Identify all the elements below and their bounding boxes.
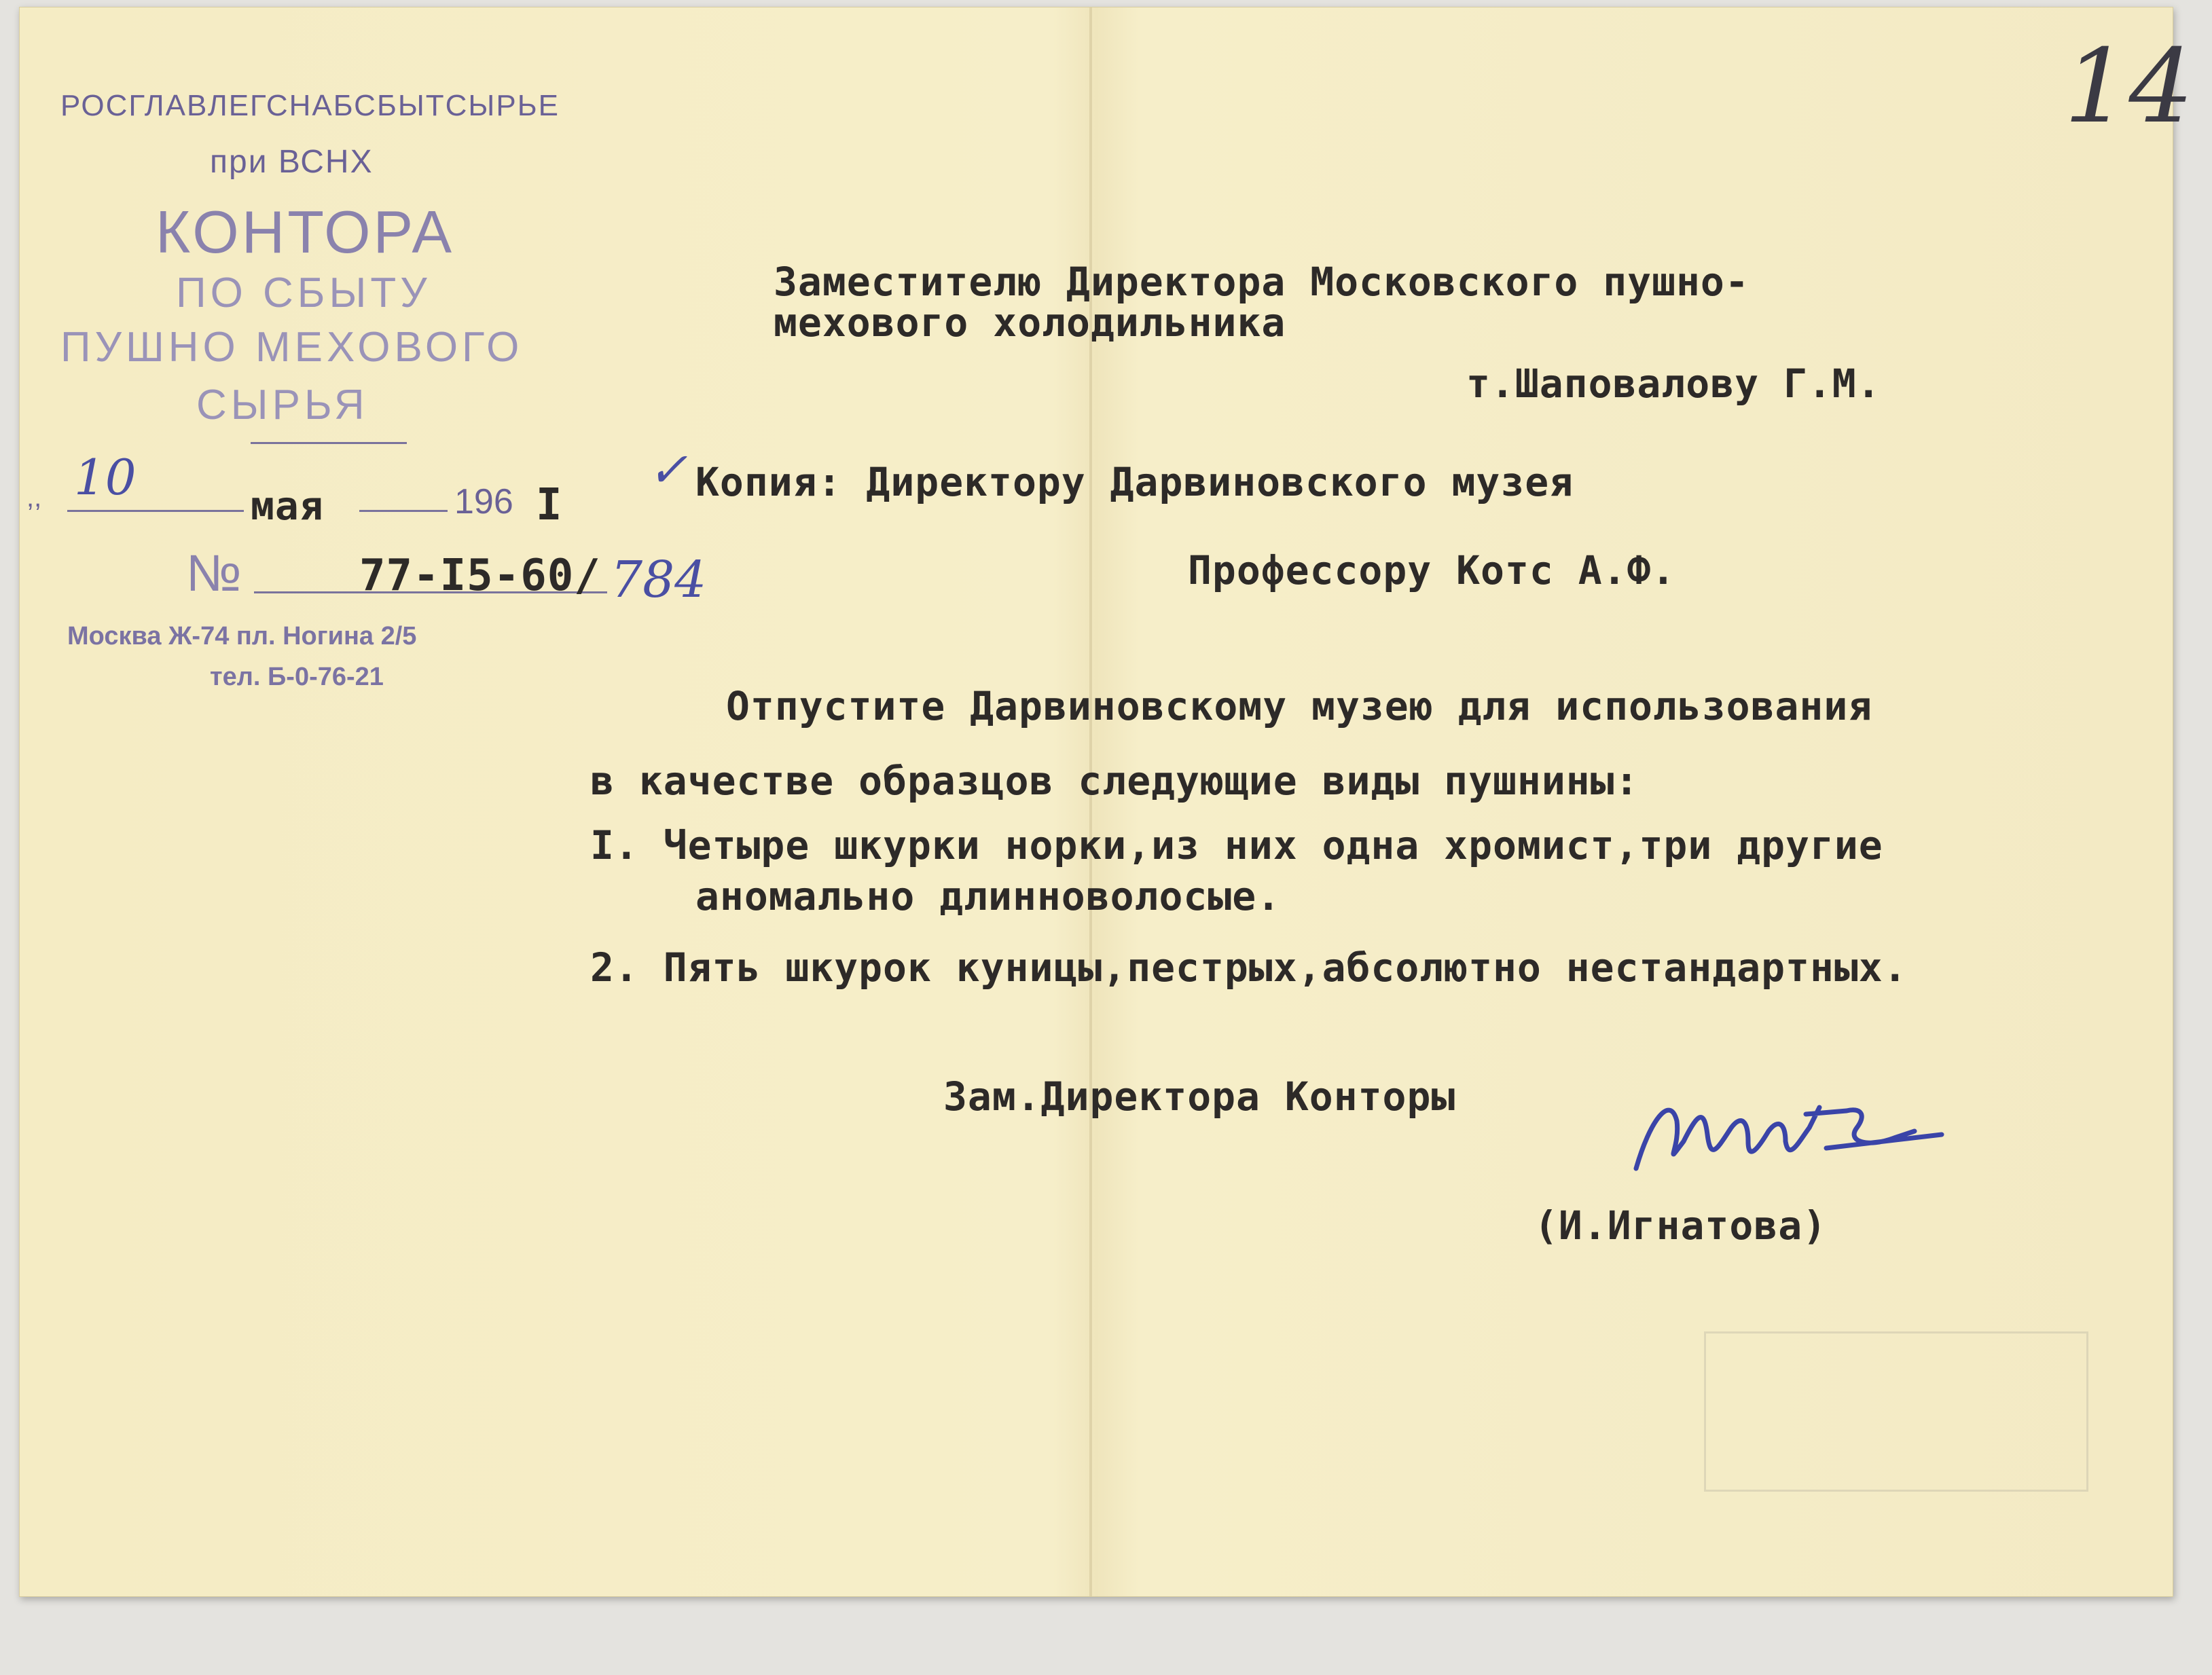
signature-title: Зам.Директора Конторы	[943, 1073, 1456, 1120]
addressee-name: т.Шаповалову Г.М.	[1466, 361, 1881, 407]
stamp-office: КОНТОРА	[156, 198, 455, 265]
list-item-1-line-1: I. Четыре шкурки норки,из них одна хромист,три другие	[590, 822, 1883, 868]
body-paragraph-line-1: Отпустите Дарвиновскому музею для использования	[726, 683, 1873, 729]
list-item-2: 2. Пять шкурок куницы,пестрых,абсолютно нестандартных.	[590, 944, 1908, 991]
stamp-org: РОСГЛАВЛЕГСНАБСБЫТСЫРЬЕ	[60, 89, 560, 122]
stamp-phone: тел. Б-0-76-21	[210, 663, 384, 691]
date-day-handwritten: 10	[74, 449, 137, 506]
addressee-line-2: мехового холодильника	[774, 299, 1286, 346]
date-year-prefix: 196	[454, 482, 513, 521]
stamp-under: при ВСНХ	[210, 144, 374, 180]
stamp-fur: ПУШНО МЕХОВОГО	[60, 324, 524, 371]
stamp-raw: СЫРЬЯ	[196, 382, 369, 428]
stamp-divider	[251, 442, 407, 444]
date-year-suffix: I	[536, 480, 563, 530]
document-sheet	[19, 7, 2194, 1597]
handwritten-signature	[1622, 1067, 1989, 1202]
stamp-address: Москва Ж-74 пл. Ногина 2/5	[67, 622, 417, 650]
check-mark: ✓	[648, 442, 688, 498]
outgoing-number: 77-I5-60/	[359, 551, 601, 601]
faded-archive-stamp	[1704, 1331, 2088, 1492]
outgoing-number-handwritten: 784	[611, 551, 707, 609]
copy-line-2: Профессору Котс А.Ф.	[1188, 547, 1676, 593]
date-month: мая	[251, 483, 324, 529]
list-item-1-line-2: аномально длинноволосые.	[695, 873, 1282, 919]
archive-page-number: 14	[2064, 28, 2194, 146]
body-paragraph-line-2: в качестве образцов следующие виды пушнины:	[590, 758, 1639, 804]
copy-line-1: Копия: Директору Дарвиновского музея	[695, 459, 1574, 505]
signatory-name: (И.Игнатова)	[1534, 1202, 1828, 1249]
addressee-line-1: Заместителю Директора Московского пушно-	[774, 259, 1749, 305]
number-label: №	[186, 545, 242, 602]
date-quote: ,,	[26, 483, 42, 513]
stamp-by: ПО СБЫТУ	[176, 270, 431, 316]
date-month-line	[359, 510, 448, 512]
date-day-line	[67, 510, 244, 512]
